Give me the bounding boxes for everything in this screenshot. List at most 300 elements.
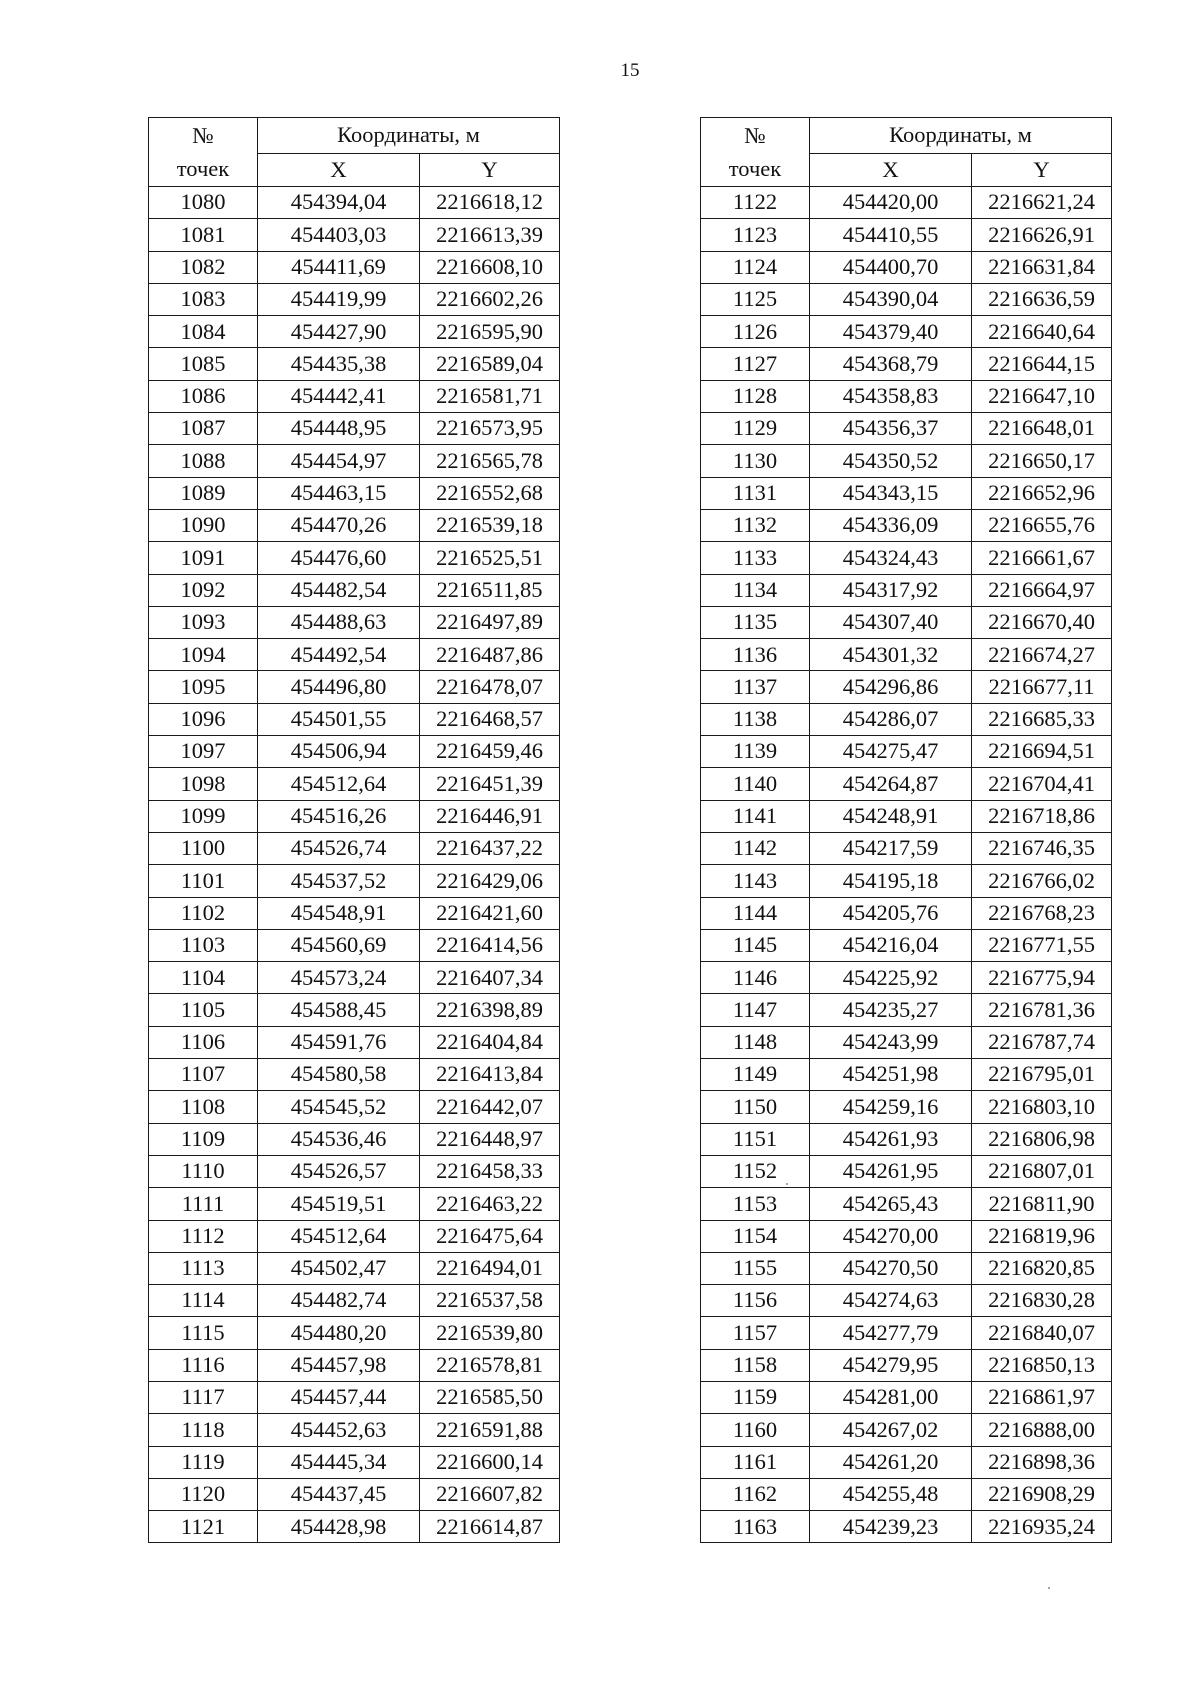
y-coordinate-cell: 2216787,74 bbox=[972, 1026, 1112, 1058]
point-number-cell: 1088 bbox=[149, 445, 258, 477]
table-row bbox=[701, 251, 1112, 283]
point-number-cell: 1141 bbox=[701, 800, 810, 832]
point-number-cell: 1126 bbox=[701, 316, 810, 348]
x-coordinate-cell: 454243,99 bbox=[810, 1026, 972, 1058]
point-number-header bbox=[701, 118, 810, 187]
y-coordinate-cell: 2216494,01 bbox=[420, 1252, 560, 1284]
point-number-cell: 1123 bbox=[701, 219, 810, 251]
x-coordinate-cell: 454251,98 bbox=[810, 1059, 972, 1091]
table-row bbox=[701, 800, 1112, 832]
scan-speck bbox=[1048, 1587, 1050, 1589]
point-number-cell: 1092 bbox=[149, 574, 258, 606]
y-coordinate-cell: 2216670,40 bbox=[972, 606, 1112, 638]
y-coordinate-cell: 2216655,76 bbox=[972, 509, 1112, 541]
point-number-cell: 1119 bbox=[149, 1446, 258, 1478]
y-coordinate-cell: 2216421,60 bbox=[420, 897, 560, 929]
y-coordinate-cell: 2216803,10 bbox=[972, 1091, 1112, 1123]
point-number-cell: 1133 bbox=[701, 542, 810, 574]
table-row bbox=[701, 1188, 1112, 1220]
table-row bbox=[149, 1414, 560, 1446]
point-number-cell: 1086 bbox=[149, 380, 258, 412]
table-row bbox=[149, 283, 560, 315]
y-coordinate-cell: 2216451,39 bbox=[420, 768, 560, 800]
page-number: 15 bbox=[620, 60, 640, 81]
x-column-header: X bbox=[810, 154, 972, 187]
point-number-cell: 1129 bbox=[701, 413, 810, 445]
table-row bbox=[701, 736, 1112, 768]
y-coordinate-cell: 2216694,51 bbox=[972, 736, 1112, 768]
y-coordinate-cell: 2216614,87 bbox=[420, 1511, 560, 1543]
x-coordinate-cell: 454403,03 bbox=[258, 219, 420, 251]
table-row bbox=[701, 187, 1112, 219]
x-coordinate-cell: 454536,46 bbox=[258, 1123, 420, 1155]
x-coordinate-cell: 454195,18 bbox=[810, 865, 972, 897]
x-coordinate-cell: 454427,90 bbox=[258, 316, 420, 348]
table-row bbox=[149, 1317, 560, 1349]
x-coordinate-cell: 454445,34 bbox=[258, 1446, 420, 1478]
point-number-cell: 1138 bbox=[701, 703, 810, 735]
x-coordinate-cell: 454516,26 bbox=[258, 800, 420, 832]
point-number-cell: 1102 bbox=[149, 897, 258, 929]
table-row bbox=[701, 1317, 1112, 1349]
y-coordinate-cell: 2216414,56 bbox=[420, 929, 560, 961]
point-number-cell: 1144 bbox=[701, 897, 810, 929]
table-row bbox=[701, 897, 1112, 929]
y-coordinate-cell: 2216621,24 bbox=[972, 187, 1112, 219]
y-coordinate-cell: 2216525,51 bbox=[420, 542, 560, 574]
point-number-cell: 1080 bbox=[149, 187, 258, 219]
x-coordinate-cell: 454442,41 bbox=[258, 380, 420, 412]
table-row bbox=[701, 1220, 1112, 1252]
x-coordinate-cell: 454343,15 bbox=[810, 477, 972, 509]
x-coordinate-cell: 454560,69 bbox=[258, 929, 420, 961]
y-coordinate-cell: 2216775,94 bbox=[972, 962, 1112, 994]
y-coordinate-cell: 2216631,84 bbox=[972, 251, 1112, 283]
x-coordinate-cell: 454317,92 bbox=[810, 574, 972, 606]
table-row bbox=[701, 1414, 1112, 1446]
x-coordinate-cell: 454270,50 bbox=[810, 1252, 972, 1284]
y-coordinate-cell: 2216446,91 bbox=[420, 800, 560, 832]
point-number-cell: 1147 bbox=[701, 994, 810, 1026]
y-coordinate-cell: 2216459,46 bbox=[420, 736, 560, 768]
point-number-cell: 1122 bbox=[701, 187, 810, 219]
point-number-cell: 1111 bbox=[149, 1188, 258, 1220]
table-row bbox=[701, 477, 1112, 509]
table-row bbox=[149, 639, 560, 671]
point-number-cell: 1112 bbox=[149, 1220, 258, 1252]
x-coordinate-cell: 454350,52 bbox=[810, 445, 972, 477]
number-symbol: № bbox=[192, 123, 214, 148]
y-coordinate-cell: 2216404,84 bbox=[420, 1026, 560, 1058]
x-coordinate-cell: 454457,44 bbox=[258, 1381, 420, 1413]
table-row bbox=[149, 542, 560, 574]
x-coordinate-cell: 454358,83 bbox=[810, 380, 972, 412]
y-coordinate-cell: 2216591,88 bbox=[420, 1414, 560, 1446]
x-coordinate-cell: 454261,95 bbox=[810, 1155, 972, 1187]
table-body-right bbox=[701, 187, 1112, 1543]
point-number-cell: 1149 bbox=[701, 1059, 810, 1091]
table-row bbox=[701, 703, 1112, 735]
y-coordinate-cell: 2216511,85 bbox=[420, 574, 560, 606]
table-row bbox=[701, 1091, 1112, 1123]
y-coordinate-cell: 2216830,28 bbox=[972, 1285, 1112, 1317]
point-number-cell: 1093 bbox=[149, 606, 258, 638]
point-number-cell: 1105 bbox=[149, 994, 258, 1026]
x-coordinate-cell: 454301,32 bbox=[810, 639, 972, 671]
y-coordinate-cell: 2216640,64 bbox=[972, 316, 1112, 348]
y-coordinate-cell: 2216652,96 bbox=[972, 477, 1112, 509]
point-number-cell: 1125 bbox=[701, 283, 810, 315]
y-coordinate-cell: 2216674,27 bbox=[972, 639, 1112, 671]
point-number-cell: 1097 bbox=[149, 736, 258, 768]
table-row bbox=[701, 348, 1112, 380]
y-coordinate-cell: 2216807,01 bbox=[972, 1155, 1112, 1187]
point-number-cell: 1114 bbox=[149, 1285, 258, 1317]
y-coordinate-cell: 2216589,04 bbox=[420, 348, 560, 380]
point-number-cell: 1089 bbox=[149, 477, 258, 509]
x-coordinate-cell: 454324,43 bbox=[810, 542, 972, 574]
point-number-cell: 1113 bbox=[149, 1252, 258, 1284]
point-number-cell: 1140 bbox=[701, 768, 810, 800]
x-coordinate-cell: 454506,94 bbox=[258, 736, 420, 768]
y-coordinate-cell: 2216448,97 bbox=[420, 1123, 560, 1155]
y-coordinate-cell: 2216475,64 bbox=[420, 1220, 560, 1252]
y-coordinate-cell: 2216861,97 bbox=[972, 1381, 1112, 1413]
point-number-cell: 1153 bbox=[701, 1188, 810, 1220]
coordinates-header: Координаты, м bbox=[258, 118, 560, 154]
table-row bbox=[149, 219, 560, 251]
point-number-cell: 1103 bbox=[149, 929, 258, 961]
x-coordinate-cell: 454482,74 bbox=[258, 1285, 420, 1317]
table-row bbox=[701, 865, 1112, 897]
table-row bbox=[701, 929, 1112, 961]
table-row bbox=[149, 380, 560, 412]
y-coordinate-cell: 2216819,96 bbox=[972, 1220, 1112, 1252]
table-row bbox=[701, 1478, 1112, 1510]
y-coordinate-cell: 2216578,81 bbox=[420, 1349, 560, 1381]
x-coordinate-cell: 454501,55 bbox=[258, 703, 420, 735]
table-row bbox=[701, 445, 1112, 477]
y-coordinate-cell: 2216781,36 bbox=[972, 994, 1112, 1026]
x-coordinate-cell: 454526,57 bbox=[258, 1155, 420, 1187]
point-number-cell: 1101 bbox=[149, 865, 258, 897]
point-number-cell: 1151 bbox=[701, 1123, 810, 1155]
y-column-header: Y bbox=[420, 154, 560, 187]
table-row bbox=[701, 671, 1112, 703]
y-coordinate-cell: 2216677,11 bbox=[972, 671, 1112, 703]
table-row bbox=[149, 897, 560, 929]
x-coordinate-cell: 454457,98 bbox=[258, 1349, 420, 1381]
table-row bbox=[149, 865, 560, 897]
x-column-header: X bbox=[258, 154, 420, 187]
y-coordinate-cell: 2216685,33 bbox=[972, 703, 1112, 735]
point-number-cell: 1161 bbox=[701, 1446, 810, 1478]
y-coordinate-cell: 2216429,06 bbox=[420, 865, 560, 897]
y-coordinate-cell: 2216718,86 bbox=[972, 800, 1112, 832]
table-body-left bbox=[149, 187, 560, 1543]
table-row bbox=[149, 671, 560, 703]
x-coordinate-cell: 454216,04 bbox=[810, 929, 972, 961]
table-row bbox=[701, 994, 1112, 1026]
table-row bbox=[149, 1349, 560, 1381]
table-row bbox=[701, 1446, 1112, 1478]
x-coordinate-cell: 454580,58 bbox=[258, 1059, 420, 1091]
y-coordinate-cell: 2216413,84 bbox=[420, 1059, 560, 1091]
table-row bbox=[701, 768, 1112, 800]
y-coordinate-cell: 2216442,07 bbox=[420, 1091, 560, 1123]
point-number-cell: 1134 bbox=[701, 574, 810, 606]
x-coordinate-cell: 454476,60 bbox=[258, 542, 420, 574]
x-coordinate-cell: 454267,02 bbox=[810, 1414, 972, 1446]
y-coordinate-cell: 2216647,10 bbox=[972, 380, 1112, 412]
table-row bbox=[149, 962, 560, 994]
y-coordinate-cell: 2216888,00 bbox=[972, 1414, 1112, 1446]
point-number-cell: 1098 bbox=[149, 768, 258, 800]
y-coordinate-cell: 2216618,12 bbox=[420, 187, 560, 219]
x-coordinate-cell: 454286,07 bbox=[810, 703, 972, 735]
table-row bbox=[701, 1349, 1112, 1381]
table-row bbox=[149, 1478, 560, 1510]
x-coordinate-cell: 454205,76 bbox=[810, 897, 972, 929]
x-coordinate-cell: 454264,87 bbox=[810, 768, 972, 800]
x-coordinate-cell: 454512,64 bbox=[258, 1220, 420, 1252]
x-coordinate-cell: 454235,27 bbox=[810, 994, 972, 1026]
coordinates-table-left bbox=[148, 117, 560, 1543]
y-coordinate-cell: 2216908,29 bbox=[972, 1478, 1112, 1510]
y-coordinate-cell: 2216664,97 bbox=[972, 574, 1112, 606]
x-coordinate-cell: 454411,69 bbox=[258, 251, 420, 283]
point-number-cell: 1099 bbox=[149, 800, 258, 832]
point-number-cell: 1116 bbox=[149, 1349, 258, 1381]
table-row bbox=[149, 736, 560, 768]
table-row bbox=[701, 283, 1112, 315]
table-row bbox=[149, 574, 560, 606]
table-row bbox=[701, 574, 1112, 606]
y-coordinate-cell: 2216595,90 bbox=[420, 316, 560, 348]
coordinates-header: Координаты, м bbox=[810, 118, 1112, 154]
point-number-cell: 1085 bbox=[149, 348, 258, 380]
x-coordinate-cell: 454274,63 bbox=[810, 1285, 972, 1317]
point-number-cell: 1100 bbox=[149, 832, 258, 864]
y-coordinate-cell: 2216607,82 bbox=[420, 1478, 560, 1510]
y-coordinate-cell: 2216407,34 bbox=[420, 962, 560, 994]
y-coordinate-cell: 2216539,80 bbox=[420, 1317, 560, 1349]
x-coordinate-cell: 454591,76 bbox=[258, 1026, 420, 1058]
y-coordinate-cell: 2216573,95 bbox=[420, 413, 560, 445]
y-coordinate-cell: 2216463,22 bbox=[420, 1188, 560, 1220]
table-row bbox=[149, 1026, 560, 1058]
y-coordinate-cell: 2216704,41 bbox=[972, 768, 1112, 800]
x-coordinate-cell: 454356,37 bbox=[810, 413, 972, 445]
point-number-cell: 1091 bbox=[149, 542, 258, 574]
x-coordinate-cell: 454259,16 bbox=[810, 1091, 972, 1123]
point-number-cell: 1081 bbox=[149, 219, 258, 251]
point-number-cell: 1117 bbox=[149, 1381, 258, 1413]
table-row bbox=[149, 348, 560, 380]
point-number-cell: 1096 bbox=[149, 703, 258, 735]
y-coordinate-cell: 2216648,01 bbox=[972, 413, 1112, 445]
point-number-header bbox=[149, 118, 258, 187]
point-number-cell: 1128 bbox=[701, 380, 810, 412]
table-row bbox=[701, 832, 1112, 864]
point-number-cell: 1124 bbox=[701, 251, 810, 283]
x-coordinate-cell: 454488,63 bbox=[258, 606, 420, 638]
table-row bbox=[701, 413, 1112, 445]
number-symbol: № bbox=[744, 123, 766, 148]
y-coordinate-cell: 2216613,39 bbox=[420, 219, 560, 251]
point-number-cell: 1136 bbox=[701, 639, 810, 671]
x-coordinate-cell: 454482,54 bbox=[258, 574, 420, 606]
point-number-cell: 1108 bbox=[149, 1091, 258, 1123]
x-coordinate-cell: 454492,54 bbox=[258, 639, 420, 671]
y-coordinate-cell: 2216806,98 bbox=[972, 1123, 1112, 1155]
x-coordinate-cell: 454261,93 bbox=[810, 1123, 972, 1155]
table-row bbox=[701, 316, 1112, 348]
y-coordinate-cell: 2216608,10 bbox=[420, 251, 560, 283]
point-number-cell: 1139 bbox=[701, 736, 810, 768]
point-number-cell: 1120 bbox=[149, 1478, 258, 1510]
y-coordinate-cell: 2216437,22 bbox=[420, 832, 560, 864]
point-number-cell: 1155 bbox=[701, 1252, 810, 1284]
x-coordinate-cell: 454410,55 bbox=[810, 219, 972, 251]
table-row bbox=[149, 1155, 560, 1187]
point-number-cell: 1084 bbox=[149, 316, 258, 348]
table-row bbox=[701, 1123, 1112, 1155]
table-row bbox=[149, 929, 560, 961]
table-row bbox=[149, 832, 560, 864]
point-number-cell: 1082 bbox=[149, 251, 258, 283]
x-coordinate-cell: 454248,91 bbox=[810, 800, 972, 832]
table-row bbox=[701, 380, 1112, 412]
y-coordinate-cell: 2216539,18 bbox=[420, 509, 560, 541]
table-row bbox=[149, 1252, 560, 1284]
x-coordinate-cell: 454265,43 bbox=[810, 1188, 972, 1220]
y-coordinate-cell: 2216768,23 bbox=[972, 897, 1112, 929]
table-row bbox=[701, 219, 1112, 251]
coordinates-table-right bbox=[700, 117, 1112, 1543]
y-coordinate-cell: 2216840,07 bbox=[972, 1317, 1112, 1349]
table-row bbox=[149, 316, 560, 348]
y-coordinate-cell: 2216661,67 bbox=[972, 542, 1112, 574]
x-coordinate-cell: 454512,64 bbox=[258, 768, 420, 800]
x-coordinate-cell: 454296,86 bbox=[810, 671, 972, 703]
table-row bbox=[149, 1123, 560, 1155]
table-row bbox=[149, 413, 560, 445]
y-coordinate-cell: 2216398,89 bbox=[420, 994, 560, 1026]
table-row bbox=[701, 1252, 1112, 1284]
point-number-cell: 1154 bbox=[701, 1220, 810, 1252]
table-row bbox=[149, 1446, 560, 1478]
point-number-cell: 1132 bbox=[701, 509, 810, 541]
x-coordinate-cell: 454394,04 bbox=[258, 187, 420, 219]
y-coordinate-cell: 2216650,17 bbox=[972, 445, 1112, 477]
y-coordinate-cell: 2216644,15 bbox=[972, 348, 1112, 380]
x-coordinate-cell: 454428,98 bbox=[258, 1511, 420, 1543]
x-coordinate-cell: 454537,52 bbox=[258, 865, 420, 897]
table-row bbox=[149, 1285, 560, 1317]
x-coordinate-cell: 454452,63 bbox=[258, 1414, 420, 1446]
x-coordinate-cell: 454255,48 bbox=[810, 1478, 972, 1510]
table-row bbox=[701, 1155, 1112, 1187]
y-coordinate-cell: 2216746,35 bbox=[972, 832, 1112, 864]
x-coordinate-cell: 454270,00 bbox=[810, 1220, 972, 1252]
table-row bbox=[701, 1511, 1112, 1543]
y-column-header: Y bbox=[972, 154, 1112, 187]
table-row bbox=[701, 606, 1112, 638]
y-coordinate-cell: 2216820,85 bbox=[972, 1252, 1112, 1284]
point-number-cell: 1152 bbox=[701, 1155, 810, 1187]
y-coordinate-cell: 2216478,07 bbox=[420, 671, 560, 703]
point-number-cell: 1135 bbox=[701, 606, 810, 638]
table-row bbox=[701, 1059, 1112, 1091]
point-number-cell: 1160 bbox=[701, 1414, 810, 1446]
y-coordinate-cell: 2216771,55 bbox=[972, 929, 1112, 961]
table-row bbox=[149, 800, 560, 832]
point-number-cell: 1156 bbox=[701, 1285, 810, 1317]
point-number-cell: 1106 bbox=[149, 1026, 258, 1058]
point-number-cell: 1115 bbox=[149, 1317, 258, 1349]
y-coordinate-cell: 2216811,90 bbox=[972, 1188, 1112, 1220]
x-coordinate-cell: 454548,91 bbox=[258, 897, 420, 929]
y-coordinate-cell: 2216898,36 bbox=[972, 1446, 1112, 1478]
point-number-cell: 1150 bbox=[701, 1091, 810, 1123]
table-row bbox=[149, 251, 560, 283]
point-number-cell: 1087 bbox=[149, 413, 258, 445]
point-number-cell: 1107 bbox=[149, 1059, 258, 1091]
x-coordinate-cell: 454448,95 bbox=[258, 413, 420, 445]
x-coordinate-cell: 454480,20 bbox=[258, 1317, 420, 1349]
x-coordinate-cell: 454419,99 bbox=[258, 283, 420, 315]
point-number-cell: 1083 bbox=[149, 283, 258, 315]
point-number-cell: 1148 bbox=[701, 1026, 810, 1058]
x-coordinate-cell: 454225,92 bbox=[810, 962, 972, 994]
x-coordinate-cell: 454463,15 bbox=[258, 477, 420, 509]
point-number-cell: 1143 bbox=[701, 865, 810, 897]
x-coordinate-cell: 454217,59 bbox=[810, 832, 972, 864]
y-coordinate-cell: 2216487,86 bbox=[420, 639, 560, 671]
points-label: точек bbox=[728, 156, 782, 181]
y-coordinate-cell: 2216497,89 bbox=[420, 606, 560, 638]
x-coordinate-cell: 454545,52 bbox=[258, 1091, 420, 1123]
y-coordinate-cell: 2216581,71 bbox=[420, 380, 560, 412]
table-row bbox=[149, 1091, 560, 1123]
y-coordinate-cell: 2216795,01 bbox=[972, 1059, 1112, 1091]
table-row bbox=[701, 542, 1112, 574]
table-row bbox=[149, 509, 560, 541]
table-row bbox=[149, 606, 560, 638]
x-coordinate-cell: 454281,00 bbox=[810, 1381, 972, 1413]
point-number-cell: 1158 bbox=[701, 1349, 810, 1381]
x-coordinate-cell: 454261,20 bbox=[810, 1446, 972, 1478]
table-row bbox=[701, 639, 1112, 671]
x-coordinate-cell: 454470,26 bbox=[258, 509, 420, 541]
table-row bbox=[149, 1059, 560, 1091]
table-row bbox=[149, 1220, 560, 1252]
point-number-cell: 1137 bbox=[701, 671, 810, 703]
x-coordinate-cell: 454437,45 bbox=[258, 1478, 420, 1510]
y-coordinate-cell: 2216636,59 bbox=[972, 283, 1112, 315]
point-number-cell: 1109 bbox=[149, 1123, 258, 1155]
y-coordinate-cell: 2216600,14 bbox=[420, 1446, 560, 1478]
y-coordinate-cell: 2216585,50 bbox=[420, 1381, 560, 1413]
table-row bbox=[149, 1381, 560, 1413]
y-coordinate-cell: 2216935,24 bbox=[972, 1511, 1112, 1543]
point-number-cell: 1095 bbox=[149, 671, 258, 703]
point-number-cell: 1090 bbox=[149, 509, 258, 541]
x-coordinate-cell: 454275,47 bbox=[810, 736, 972, 768]
point-number-cell: 1094 bbox=[149, 639, 258, 671]
point-number-cell: 1110 bbox=[149, 1155, 258, 1187]
